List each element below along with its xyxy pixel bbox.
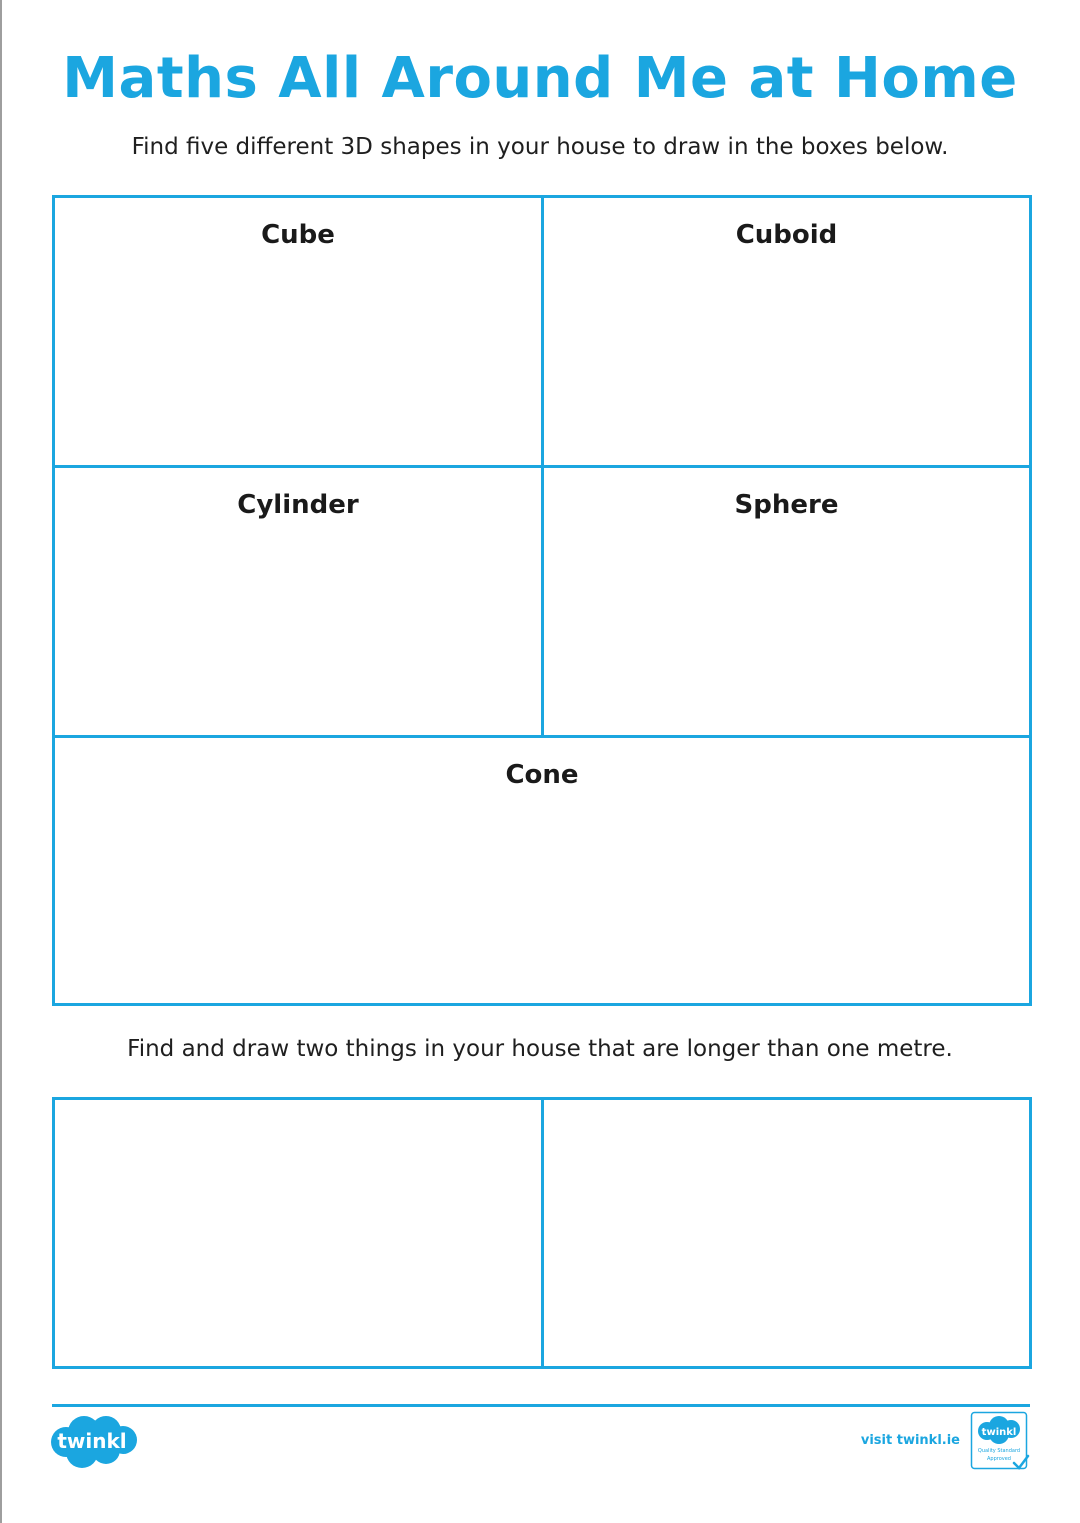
footer-divider: [52, 1404, 1030, 1407]
box-sphere[interactable]: [544, 468, 1029, 735]
box-long-thing-2[interactable]: [544, 1100, 1029, 1366]
box-cone-label: Cone: [505, 760, 579, 790]
quality-badge-icon: [970, 1411, 1030, 1473]
visit-link[interactable]: visit twinkl.ie: [860, 1433, 960, 1448]
box-cylinder[interactable]: [55, 468, 541, 735]
instruction-shapes: Find five different 3D shapes in your house to draw in the boxes below.: [131, 134, 949, 160]
instruction-long: Find and draw two things in your house that are longer than one metre.: [127, 1036, 953, 1062]
page-edge: [0, 0, 2, 1523]
page-title: Maths All Around Me at Home: [62, 46, 1018, 111]
box-cone[interactable]: [55, 738, 1029, 1003]
box-cylinder-label: Cylinder: [237, 490, 359, 520]
box-cuboid-label: Cuboid: [735, 220, 838, 250]
shapes-grid: [52, 195, 1032, 1006]
box-cube[interactable]: [55, 198, 541, 465]
badge-caption-2: Approved: [987, 1456, 1011, 1462]
long-things-grid: [52, 1097, 1032, 1369]
badge-text: twinkl: [981, 1427, 1017, 1438]
box-cuboid[interactable]: [544, 198, 1029, 465]
box-cube-label: Cube: [261, 220, 335, 250]
badge-caption-1: Quality Standard: [977, 1448, 1021, 1454]
box-sphere-label: Sphere: [734, 490, 839, 520]
box-long-thing-1[interactable]: [55, 1100, 541, 1366]
twinkl-logo: [48, 1412, 140, 1470]
twinkl-logo-text: twinkl: [57, 1429, 127, 1453]
